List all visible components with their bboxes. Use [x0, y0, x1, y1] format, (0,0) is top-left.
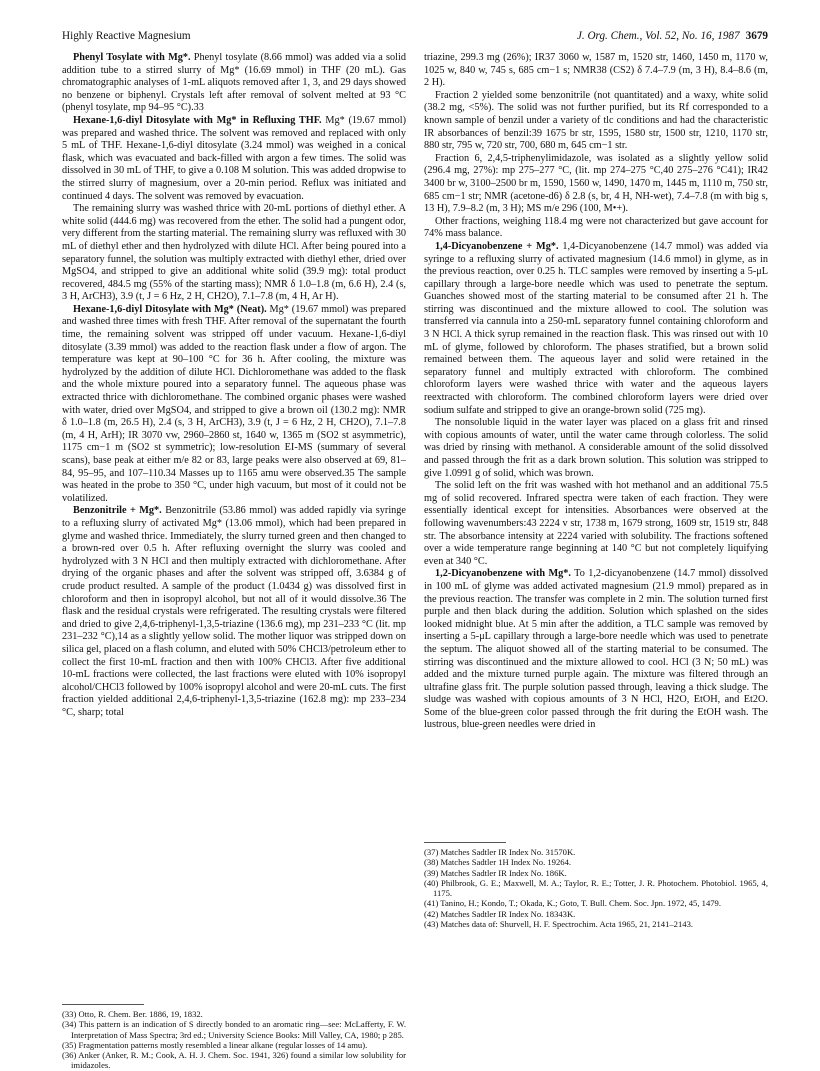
paragraph-text: Benzonitrile (53.86 mmol) was added rapidly via syringe to a refluxing slurry of activated Mg* (13.06 mmol), which had been prepared in glyme and washed thrice. Immediately, the slurry turned green and then changed to a brown-red over 0.5 h. After refluxing overnight the slurry was cooled and hydrolyzed with 3 N HCl and then multiply extracted with dichloromethane. After drying of the organic phases and after the solvent was stripped off, 3.6384 g of crude product resulted. A sample of the product (1.0434 g) was dissolved first in chloroform and then in isopropyl alcohol, but not all of it would dissolve.36 The flask and the residual crystals were refrigerated. The resulting crystals were filtered and dried to give 2,4,6-triphenyl-1,3,5-triazine (136.6 mg), mp 231–233 °C (lit. mp 231–232 °C),14 as a slightly yellow solid. The mother liquor was stripped down on silica gel, placed on a flash column, and eluted with 50% CHCl3/petroleum ether to collect the first 10-mL fraction and then with 100% CHCl3. After five additional 10-mL fractions were collected, the last fractions were eluted with 10% isopropyl alcohol/CHCl3 followed by 100% isopropyl alcohol and were 20-mL cuts. The first fraction yielded additional 2,4,6-triphenyl-1,3,5-triazine (162.8 mg): mp 233–234 °C, sharp; total: [62, 505, 406, 718]
paragraph-text: The solid left on the frit was washed with hot methanol and an additional 75.5 mg of solid recovered. Infrared spectra were taken of each fraction. They were essentially identical except for intensities. Absorbances were observed at the following wavenumbers:43 2224 v str, 1738 m, 1679 strong, 1609 str, 1519 str, 848 str. The absorbance intensity at 2224 varied with solubility. The fractions softened over a wide temperature range beginning at 140 °C but not completely liquifying even at 340 °C.: [424, 480, 768, 567]
paragraph-text: The remaining slurry was washed thrice with 20-mL portions of diethyl ether. A white solid (444.6 mg) was recovered from the ether. The solid had a pungent odor, very different from the starting material. The remaining slurry was refluxed with 30 mL of diethyl ether and then hydrolyzed with dilute HCl. After being poured into a separatory funnel, the solution was multiply extracted with diethyl ether, dried over MgSO4, and stripped to give an additional white solid (39.9 mg): total product recovered, 484.5 mg (55% of the starting mass); NMR δ 1.0–1.8 (m, 6.6 H), 2.4 (s, 3 H, ArCH3), 3.9 (t, J = 6 Hz, 2 H, CH2O), 7.1–7.8 (m, 4 H, Ar H).: [62, 203, 406, 303]
paragraph-text: Phenyl tosylate (8.66 mmol) was added via a solid addition tube to a stirred slurry of Mg* (16.69 mmol) in THF (20 mL). Gas chromatographic analyses of 1-mL aliquots removed after 1, 3, and 29 days showed no benzene or biphenyl. Crystals left after removal of solvent melted at 93 °C (phenyl tosylate, mp 94–95 °C).33: [62, 52, 406, 114]
footnote: (35) Fragmentation patterns mostly resembled a linear alkane (regular losses of 14 amu).: [62, 1039, 368, 1050]
page-header: [62, 30, 768, 46]
footnote: (39) Matches Sadtler IR Index No. 186K.: [424, 867, 567, 878]
paragraph-text: triazine, 299.3 mg (26%); IR37 3060 w, 1587 m, 1520 str, 1460, 1450 m, 1170 w, 1025 w, 840 w, 745 s, 685 cm−1 s; NMR38 (CS2) δ 7.4–7.9 (m, 3 H), 8.4–8.6 (m, 2 H).: [424, 52, 768, 89]
paragraph-text: 1,4-Dicyanobenzene (14.7 mmol) was added via syringe to a refluxing slurry of activated magnesium (14.6 mmol) in glyme, as in the previous reaction, over 0.25 h. TLC samples were removed by inserting a 5-μL capillary through a large-bore needle which was used to penetrate the septum. Guanches showed most of the starting material to be consumed after 21 h. The stirring was discontinued and the mixture allowed to cool. The solution was transferred via cannula into a 250-mL separatory funnel containing chloroform and 3 N HCl. A thick syrup remained in the reaction flask. This was rinsed out with 10 mL of glyme, followed by chloroform. The phases stratified, but a brown solid remained between them. The aqueous layer and solid were retained in the separatory funnel and multiply extracted with chloroform. The combined chloroform layers were washed thrice with water and the aqueous layers reextracted with chloroform. The combined chloroform layers were dried over sodium sulfate and stripped to give an orange-brown solid (725 mg).: [424, 240, 768, 416]
paragraph: [62, 304, 406, 506]
section-heading: Hexane-1,6-diyl Ditosylate with Mg* in Refluxing THF.: [73, 114, 322, 126]
paragraph: [424, 90, 768, 153]
footnote: (41) Tanino, H.; Kondo, T.; Okada, K.; Goto, T. Bull. Chem. Soc. Jpn. 1972, 45, 1479.: [424, 898, 721, 909]
section-heading: Benzonitrile + Mg*.: [73, 505, 162, 517]
paragraph: [424, 568, 768, 732]
section-heading: Phenyl Tosylate with Mg*.: [73, 52, 191, 63]
running-title: Highly Reactive Magnesium: [62, 30, 191, 42]
paragraph: [424, 480, 768, 568]
footnote: (34) This pattern is an indication of S directly bonded to an aromatic ring—see: McLafferty, F. W. Interpretation of Mass Spectra; 3rd ed.; University Science Books: Mill Valley, CA, 1980; p 285.: [62, 1019, 406, 1040]
paragraph: [424, 241, 768, 417]
footnote: (38) Matches Sadtler 1H Index No. 19264.: [424, 857, 572, 868]
paragraph-text: Fraction 2 yielded some benzonitrile (not quantitated) and a waxy, white solid (38.2 mg, <5%). The solid was not further purified, but its Rf corresponded to a known sample of benzil under a variety of tlc conditions and had the characteristic IR absorbances of benzil:39 1675 br str, 1595, 1580 str, 1500 str, 1210, 1170 str, 880 str, 795 w, 720 str, 700, 680 m, 645 cm−1 str.: [424, 89, 768, 152]
footnote: (36) Anker (Anker, R. M.; Cook, A. H. J. Chem. Soc. 1941, 326) found a similar low solubility for imidazoles.: [62, 1050, 406, 1071]
paragraph: [62, 505, 406, 719]
footnote-divider-left: [62, 1004, 144, 1005]
footnote-divider-right: [424, 842, 506, 843]
footnote: (37) Matches Sadtler IR Index No. 31570K.: [424, 847, 576, 857]
footnotes-left: [62, 1009, 406, 1071]
paragraph: [424, 52, 768, 90]
section-heading: 1,4-Dicyanobenzene + Mg*.: [435, 240, 559, 252]
paragraph: [424, 216, 768, 241]
journal-name: J. Org. Chem., Vol. 52, No. 16, 1987: [576, 30, 740, 42]
paragraph-text: Mg* (19.67 mmol) was prepared and washed three times with fresh THF. After removal of the supernatant the fourth time, the remaining solvent was stripped off under vacuum. Hexane-1,6-diyl ditosylate (3.39 mmol) was added to the reaction flask under a flow of argon. The temperature was kept at 90–100 °C for 36 h. After cooling, the mixture was hydrolyzed by the addition of dilute HCl. Dichloromethane was added to the flask and the whole mixture poured into a separatory funnel. The aqueous phase was extracted thrice with dichloromethane. The combined organic phases were washed with water, dried over MgSO4, and stripped to give a brown oil (130.2 mg): NMR δ 1.0–1.8 (m, 26.5 H), 2.4 (s, 3 H, ArCH3), 3.9 (t, J = 6 Hz, 2 H, CH2O), 7.1–7.8 (m, 4 H, ArH); IR 3070 vw, 2960–2860 st, 1640 w, 1365 m (SO2 st asymmetric), 1175 cm−1 m (SO2 st symmetric); low-resolution EI-MS (summary of several scans), base peak at either m/e 82 or 83, large peaks were also observed at 69, 81–84, 95–95, and 107–110.34 Masses up to 1165 amu were observed.35 The sample was heated in the probe to 350 °C, under high vacuum, but most of it could not be volatilized.: [62, 303, 406, 504]
footnote: (33) Otto, R. Chem. Ber. 1886, 19, 1832.: [62, 1009, 203, 1019]
footnote: (43) Matches data of: Shurvell, H. F. Spectrochim. Acta 1965, 21, 2141–2143.: [424, 919, 694, 930]
paragraph-text: Fraction 6, 2,4,5-triphenylimidazole, was isolated as a slightly yellow solid (296.4 mg, 27%): mp 275–277 °C, (lit. mp 274–275 °C,40 275–276 °C41); IR42 3400 br w, 3100–2500 br m, 1590, 1560 w, 1490, 1470 m, 1445 m, 1110 m, 750 str, 685 cm−1 str; NMR (acetone-d6) δ 2.8 (s, br, 4 H, NH-wet), 7.4–7.8 (m with big s, 13 H), 7.9–8.2 (m, 3 H); MS m/e 296 (100, M•+).: [424, 152, 768, 215]
paragraph: [424, 153, 768, 216]
paragraph-text: To 1,2-dicyanobenzene (14.7 mmol) dissolved in 100 mL of glyme was added activated magnesium (21.9 mmol) prepared as in the previous reaction. The transfer was complete in 2 min. The solution turned first purple and then black during the addition. Solution which splashed on the sides looked midnight blue. At 5 min after the addition, a TLC sample was removed by inserting a 5-μL capillary through a large-bore needle which was used to penetrate the septum. The aliquot showed all of the starting material to be consumed. The stirring was discontinued and the mixture allowed to cool. HCl (3 N; 50 mL) was added and the mixture turned purple again. The mixture was filtered through an ultrafine glass frit. The purple solution passed through, leaving a thick sludge. The sludge was washed with copious amounts of 3 N HCl, H2O, EtOH, and Et2O. Some of the blue-green color passed through the frit during the EtOH wash. The lustrous, blue-green needles were dried in: [424, 568, 768, 731]
paragraph-text: The nonsoluble liquid in the water layer was placed on a glass frit and rinsed with copious amounts of water, until the water came through colorless. The solid was dried by rinsing with methanol. A considerable amount of the solid dissolved and passed through the frit as a dark brown solution. This solution was stripped to give 1.0991 g of solid, which was brown.: [424, 417, 768, 479]
footnote: (40) Philbrook, G. E.; Maxwell, M. A.; Taylor, R. E.; Totter, J. R. Photochem. Photobiol. 1965, 4, 1175.: [424, 877, 768, 899]
paragraph: [424, 417, 768, 480]
section-heading: 1,2-Dicyanobenzene with Mg*.: [435, 568, 571, 580]
footnote: (42) Matches Sadtler IR Index No. 18343K.: [424, 908, 576, 919]
journal-citation: [577, 30, 768, 42]
paragraph: [62, 115, 406, 203]
paragraph-text: Mg* (19.67 mmol) was prepared and washed thrice. The solvent was removed and replaced with only 5 mL of THF. Hexane-1,6-diyl ditosylate (3.24 mmol) was weighed in a conical flask, which was evacuated and back-filled with argon a few times. The solid was dissolved in 30 mL of THF, to give a 0.108 M solution. This was added dropwise to the stirred slurry of magnesium, over a 20-min period. Reflux was initiated and continued 4 days. The solvent was removed by evacuation.: [62, 114, 406, 202]
paragraph: [62, 52, 406, 115]
paragraph: [62, 203, 406, 304]
footnotes-right: [424, 847, 768, 929]
page-number: 3679: [745, 30, 768, 42]
paragraph-text: Other fractions, weighing 118.4 mg were not characterized but gave account for 74% mass balance.: [424, 215, 768, 240]
left-column: [62, 52, 406, 1000]
section-heading: Hexane-1,6-diyl Ditosylate with Mg* (Neat).: [73, 303, 267, 315]
